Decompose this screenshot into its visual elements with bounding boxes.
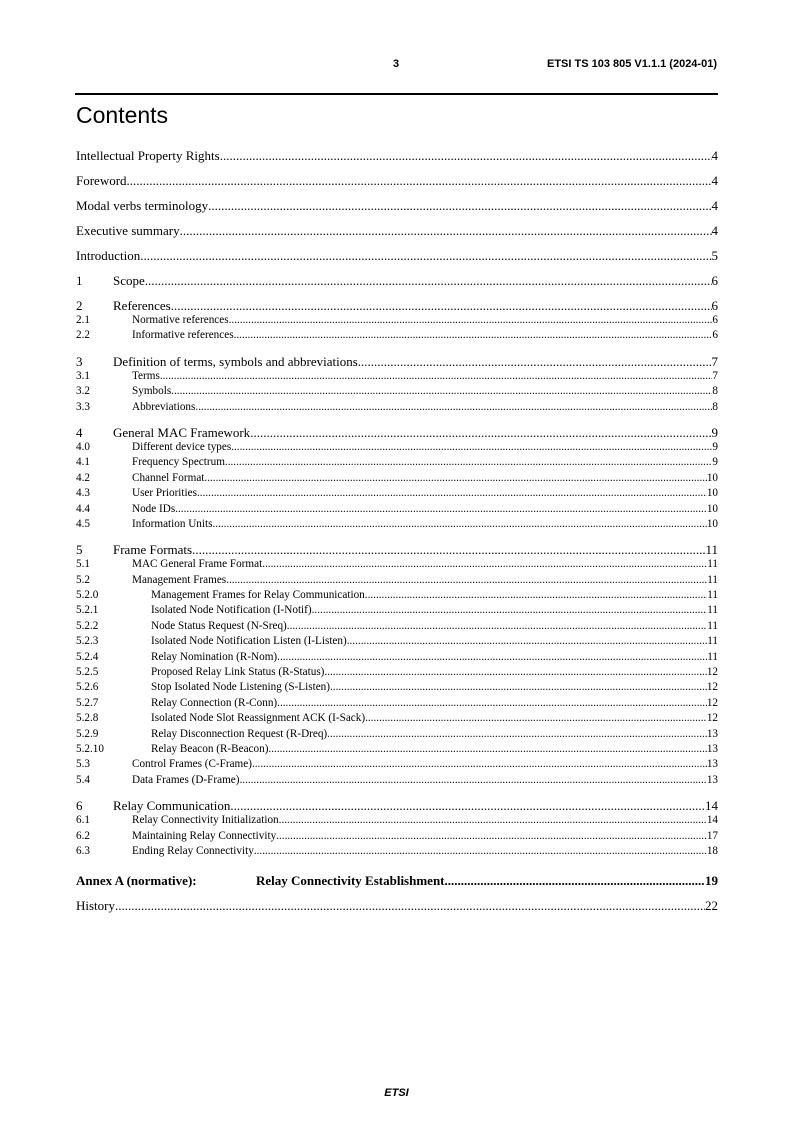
toc-dot-leader [208,198,711,213]
toc-entry-title: Relay Nomination (R-Nom) [151,650,278,663]
toc-entry-title: Relay Connectivity Initialization [132,814,279,827]
toc-entry-page: 9 [712,456,718,469]
toc-entry[interactable] [76,573,718,588]
toc-entry[interactable] [76,400,718,415]
toc-entry-number: 2.1 [76,314,90,326]
toc-entry-number: 4 [76,424,83,440]
toc-dot-leader [250,425,711,440]
toc-entry[interactable] [76,502,718,517]
toc-entry-title: Introduction [76,248,141,263]
footer-etsi: ETSI [384,1087,409,1099]
toc-entry-page: 7 [711,353,718,369]
toc-entry-page: 11 [707,558,718,571]
toc-entry-title: Definition of terms, symbols and abbreviations [113,353,358,369]
toc-dot-leader [277,650,707,665]
toc-dot-leader [195,400,712,415]
toc-dot-leader [231,440,712,455]
toc-entry-title: Isolated Node Slot Reassignment ACK (I-Sack) [151,712,366,725]
toc-dot-leader [229,313,713,328]
toc-entry-number: 1 [76,273,83,288]
toc-entry[interactable] [76,369,718,384]
toc-entry-title: Information Units [132,517,213,530]
toc-dot-leader [279,813,707,828]
toc-entry[interactable] [76,455,718,470]
toc-entry[interactable] [76,517,718,532]
toc-entry-page: 14 [706,814,718,827]
toc-entry[interactable] [76,898,718,913]
toc-entry[interactable] [76,680,718,695]
toc-dot-leader [365,711,707,726]
toc-entry-page: 19 [705,873,718,889]
toc-entry-page: 13 [706,758,718,771]
toc-entry-page: 8 [712,385,718,398]
toc-entry-number: 4.2 [76,471,90,484]
toc-entry-page: 13 [706,773,718,786]
toc-entry-number: 5.3 [76,758,90,771]
toc-entry-title: Normative references [132,314,229,326]
toc-entry[interactable] [76,634,718,649]
toc-entry-page: 12 [706,696,718,709]
toc-dot-leader [234,328,713,343]
toc-entry-number: 3.2 [76,385,90,398]
toc-entry-page: 7 [712,369,718,382]
toc-dot-leader [347,634,707,649]
toc-entry-page: 6 [712,329,718,342]
toc-entry-number: 5 [76,542,83,558]
toc-entry-page: 6 [711,298,718,313]
toc-entry-number: 3 [76,353,83,369]
toc-entry-title: User Priorities [132,487,197,500]
toc-entry-number: 5.2.0 [76,589,99,602]
header-rule [75,93,718,95]
toc-entry-page: 4 [711,148,718,163]
toc-entry[interactable] [76,742,718,757]
toc-entry-title: Proposed Relay Link Status (R-Status) [151,666,325,679]
toc-entry-title: MAC General Frame Format [132,558,263,571]
toc-entry-page: 6 [711,273,718,288]
toc-entry-number: 4.5 [76,517,90,530]
toc-entry[interactable] [76,486,718,501]
toc-entry-title: Relay Disconnection Request (R-Dreq) [151,727,328,740]
toc-entry[interactable] [76,298,718,313]
toc-entry-number: 6.3 [76,844,90,857]
toc-entry-number: 3.1 [76,369,90,382]
toc-entry-number: 4.0 [76,440,90,453]
toc-entry[interactable] [76,328,718,343]
toc-entry-title: Scope [113,273,145,288]
toc-entry-title: Relay Connection (R-Conn) [151,696,278,709]
toc-entry-number: 5.2.9 [76,727,99,740]
toc-dot-leader [254,844,707,859]
toc-entry-number: 5.2.10 [76,742,104,755]
toc-dot-leader [262,557,707,572]
toc-entry-page: 10 [706,471,718,484]
toc-dot-leader [287,619,707,634]
toc-entry-page: 12 [706,712,718,725]
toc-entry-number: 4.1 [76,456,90,469]
toc-entry-page: 18 [706,844,718,857]
toc-entry-page: 9 [712,440,718,453]
toc-entry-number: 5.2.5 [76,666,99,679]
toc-entry-title: Terms [132,369,160,382]
toc-entry-page: 10 [706,487,718,500]
toc-entry-page: 11 [707,619,718,632]
toc-entry[interactable] [76,711,718,726]
toc-entry[interactable] [76,798,718,813]
toc-entry-title: Intellectual Property Rights [76,148,220,163]
toc-entry[interactable] [76,773,718,788]
toc-entry[interactable] [76,588,718,603]
toc-entry-title: Node IDs [132,502,176,515]
toc-entry-page: 11 [707,650,718,663]
toc-entry-page: 11 [707,589,718,602]
toc-entry-page: 4 [711,198,718,213]
toc-entry-number: 5.1 [76,558,90,571]
toc-entry[interactable] [76,619,718,634]
toc-dot-leader [192,542,705,557]
toc-entry[interactable] [76,248,718,263]
toc-entry[interactable] [76,354,718,369]
toc-dot-leader [175,502,707,517]
toc-entry-number: 5.2.4 [76,650,99,663]
toc-entry-title: Informative references [132,329,234,342]
toc-entry-number: 3.3 [76,400,90,413]
toc-entry-title: Control Frames (C-Frame) [132,758,252,771]
toc-entry-page: 14 [705,798,718,814]
toc-dot-leader [330,680,707,695]
toc-entry-number: 5.2.8 [76,712,99,725]
toc-entry-number: 5.2.2 [76,619,99,632]
toc-entry-title: References [113,298,171,313]
toc-entry-number: 5.2.6 [76,681,99,694]
toc-entry-title: Maintaining Relay Connectivity [132,829,277,842]
toc-entry-title: Node Status Request (N-Sreq) [151,619,287,632]
toc-entry-page: 4 [711,223,718,238]
page-title: Contents [76,102,169,128]
toc-entry-page: 10 [706,517,718,530]
toc-entry-number: 6 [76,798,83,814]
toc-entry[interactable] [76,148,718,163]
toc-entry[interactable] [76,757,718,772]
toc-entry-title: Symbols [132,385,172,398]
toc-dot-leader [445,873,706,888]
toc-entry-title: Stop Isolated Node Listening (S-Listen) [151,681,330,694]
toc-entry-title: Relay Communication [113,798,231,814]
toc-entry-page: 11 [707,604,718,617]
toc-dot-leader [327,727,707,742]
toc-entry-number: 6.1 [76,814,90,827]
toc-dot-leader [197,486,707,501]
toc-dot-leader [226,573,707,588]
table-of-contents [76,145,718,913]
toc-dot-leader [145,273,712,288]
toc-entry-title: Isolated Node Notification Listen (I-Listen) [151,635,347,648]
toc-entry[interactable] [76,603,718,618]
toc-entry[interactable] [76,557,718,572]
toc-dot-leader [171,384,712,399]
toc-entry-title: Relay Beacon (R-Beacon) [151,742,269,755]
toc-entry[interactable] [76,665,718,680]
toc-dot-leader [312,603,708,618]
toc-entry-number: 4.3 [76,487,90,500]
toc-entry[interactable] [76,829,718,844]
toc-dot-leader [324,665,706,680]
toc-entry-page: 9 [711,424,718,440]
toc-dot-leader [220,148,712,163]
toc-entry-page: 13 [706,742,718,755]
toc-entry[interactable] [76,384,718,399]
toc-entry[interactable] [76,173,718,188]
toc-entry-title: Data Frames (D-Frame) [132,773,240,786]
toc-dot-leader [171,298,712,313]
toc-entry-page: 22 [705,898,718,914]
page-number: 3 [393,58,400,70]
toc-entry[interactable] [76,542,718,557]
toc-entry-page: 10 [706,502,718,515]
toc-entry-title: Frequency Spectrum [132,456,225,469]
toc-entry-page: 12 [706,666,718,679]
toc-dot-leader [365,588,707,603]
toc-dot-leader [115,898,705,913]
toc-entry-number: 5.2.3 [76,635,99,648]
toc-entry[interactable] [76,198,718,213]
toc-dot-leader [180,223,712,238]
toc-entry-title: Frame Formats [113,542,193,558]
toc-entry[interactable] [76,223,718,238]
toc-dot-leader [277,696,707,711]
toc-dot-leader [160,369,713,384]
toc-entry[interactable] [76,727,718,742]
toc-dot-leader [127,173,712,188]
toc-entry-number: 2 [76,298,83,313]
toc-entry-page: 8 [712,400,718,413]
toc-entry-title: Relay Connectivity Establishment [256,873,445,889]
toc-entry-number: 2.2 [76,329,90,342]
toc-entry-page: 11 [707,573,718,586]
toc-entry[interactable] [76,873,718,888]
toc-dot-leader [252,757,707,772]
toc-entry[interactable] [76,813,718,828]
toc-entry-title: History [76,898,115,914]
toc-entry[interactable] [76,273,718,288]
toc-entry-number: 4.4 [76,502,90,515]
toc-dot-leader [225,455,713,470]
toc-entry-number: Annex A (normative): [76,873,197,889]
toc-dot-leader [230,798,705,813]
toc-dot-leader [268,742,706,757]
toc-entry-title: Management Frames for Relay Communication [151,589,365,602]
toc-entry-number: 5.4 [76,773,90,786]
toc-entry-title: Isolated Node Notification (I-Notif) [151,604,312,617]
toc-dot-leader [358,354,712,369]
toc-entry-title: Different device types [132,440,232,453]
toc-entry-number: 5.2 [76,573,90,586]
toc-entry[interactable] [76,471,718,486]
toc-entry-title: Channel Format [132,471,205,484]
toc-dot-leader [140,248,711,263]
toc-entry-page: 5 [711,248,718,263]
toc-entry-page: 17 [706,829,718,842]
toc-entry[interactable] [76,440,718,455]
toc-dot-leader [212,517,706,532]
toc-entry[interactable] [76,313,718,328]
toc-dot-leader [204,471,706,486]
toc-entry-number: 6.2 [76,829,90,842]
toc-entry-title: Abbreviations [132,400,196,413]
toc-dot-leader [239,773,706,788]
toc-entry-title: Modal verbs terminology [76,198,209,213]
toc-entry-title: General MAC Framework [113,424,251,440]
toc-entry[interactable] [76,844,718,859]
toc-entry-page: 12 [706,681,718,694]
toc-entry-title: Executive summary [76,223,180,238]
toc-entry-page: 11 [705,542,718,558]
toc-entry[interactable] [76,696,718,711]
toc-entry[interactable] [76,425,718,440]
toc-entry-page: 6 [712,314,718,326]
document-reference: ETSI TS 103 805 V1.1.1 (2024-01) [547,58,717,70]
toc-entry-number: 5.2.1 [76,604,99,617]
toc-entry-page: 4 [711,173,718,188]
toc-entry-title: Ending Relay Connectivity [132,844,254,857]
toc-entry[interactable] [76,650,718,665]
toc-entry-page: 11 [707,635,718,648]
toc-entry-number: 5.2.7 [76,696,99,709]
toc-entry-title: Foreword [76,173,127,188]
toc-entry-page: 13 [706,727,718,740]
toc-entry-title: Management Frames [132,573,227,586]
toc-dot-leader [276,829,707,844]
